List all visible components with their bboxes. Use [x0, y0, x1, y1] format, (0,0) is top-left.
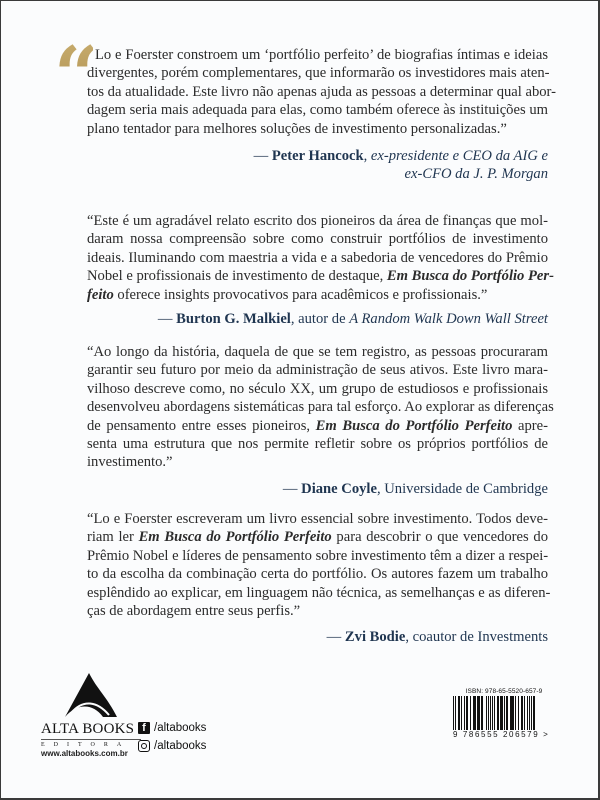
- text-line: ças de abordagem entre seus perfis.”: [87, 603, 301, 620]
- text-line: garantir seu futuro por meio da administração de seus ativos. Este livro mara-: [87, 362, 548, 379]
- testimonial-hancock: [87, 46, 556, 184]
- publisher-name: ALTA BOOKS: [41, 721, 141, 740]
- author-name: Peter Hancock: [271, 148, 364, 165]
- barcode-digits: 9 786555 206579 >: [453, 730, 550, 739]
- text-line: esplêndido ao explicar, em linguagem não técnica, as semelhanças e as diferen-: [87, 584, 551, 601]
- text-line: divergentes, porém complementares, que informarão os investidores mais aten-: [87, 65, 550, 82]
- book-back-cover: [1, 1, 598, 798]
- text-line: Nobel e profissionais de investimento de destaque, Em Busca do Portfólio Per-: [87, 268, 554, 285]
- social-links: [138, 720, 206, 756]
- alta-books-logo-icon: [63, 673, 119, 719]
- testimonial-coyle: [87, 343, 554, 498]
- text-line: dagem seria mais adequada para elas, como também oferece às instituições um: [87, 102, 548, 119]
- book-title: Em Busca do Portfólio Perfeito: [315, 417, 513, 434]
- text-line: senta uma estrutura que nos permite refletir sobre os próprios portfólios de: [87, 436, 548, 453]
- instagram-icon: [138, 740, 150, 752]
- instagram-link[interactable]: [138, 738, 206, 754]
- text-line: feito oferece insights provocativos para acadêmicos e profissionais.”: [87, 286, 488, 303]
- publisher-website[interactable]: www.altabooks.com.br: [41, 749, 128, 758]
- instagram-handle: /altabooks: [154, 740, 207, 752]
- author-name: Zvi Bodie: [344, 629, 406, 646]
- text-line: “Lo e Foerster escreveram um livro essencial sobre investimento. Todos deve-: [87, 511, 548, 527]
- testimonial-text: [87, 510, 551, 620]
- book-title: Em Busca do Portfólio Per-: [386, 268, 554, 285]
- publisher-subtitle: EDITORA: [41, 742, 131, 748]
- author-role: ex-presidente e CEO da AIG e: [370, 148, 548, 165]
- quote-mark-icon: “: [54, 30, 93, 121]
- testimonial-text: [87, 64, 556, 138]
- testimonial-attribution: — Peter Hancock, ex-presidente e CEO da AIG e ex-CFO da J. P. Morgan: [253, 148, 548, 183]
- author-role: ex-CFO da J. P. Morgan: [404, 166, 548, 183]
- testimonial-malkiel: [87, 212, 554, 328]
- text-line: daram nossa compreensão sobre como construir portfólios de investimento: [87, 231, 548, 248]
- text-line: plano tentador para melhores soluções de investimento personalizadas.”: [87, 120, 507, 137]
- publisher-logo: [41, 673, 141, 758]
- text-line: “Este é um agradável relato escrito dos pioneiros da área de finanças que mol-: [87, 213, 548, 229]
- barcode-bars: [453, 696, 555, 730]
- testimonial-attribution: — Burton G. Malkiel, autor de A Random Walk Down Wall Street: [157, 311, 548, 328]
- text-line: desenvolveu abordagens sistemáticas para tal esforço. Ao explorar as diferenças: [87, 399, 554, 416]
- testimonial-bodie: [87, 510, 551, 647]
- testimonial-attribution: — Zvi Bodie, coautor de Investments: [326, 629, 548, 646]
- book-reference: A Random Walk Down Wall Street: [349, 311, 548, 328]
- text-line: vilhoso descreve como, no século XX, um grupo de estudiosos e profissionais: [87, 380, 548, 397]
- facebook-link[interactable]: [138, 720, 206, 736]
- book-title: Em Busca do Portfólio Perfeito: [138, 529, 332, 546]
- text-line: tos da atualidade. Este livro não apenas ajuda as pessoas a determinar qual abor-: [87, 83, 556, 100]
- text-line: to da escolha da combinação certa do portfólio. Os autores fazem um trabalho: [87, 566, 548, 583]
- text-line: riam ler Em Busca do Portfólio Perfeito para descobrir o que vencedores do: [87, 529, 548, 546]
- facebook-icon: f: [138, 722, 150, 734]
- text-line: de pensamento entre esses pioneiros, Em Busca do Portfólio Perfeito apre-: [87, 417, 548, 434]
- dash: —: [253, 148, 272, 165]
- author-name: Burton G. Malkiel: [176, 311, 291, 328]
- testimonial-text: [95, 46, 548, 64]
- author-name: Diane Coyle: [301, 480, 377, 497]
- text-line: “Ao longo da história, daquela de que se tem registro, as pessoas procuraram: [87, 344, 548, 360]
- text-line: ideais. Iluminando com maestria a vida e a sabedoria de vencedores do Prêmio: [87, 249, 548, 266]
- book-title: feito: [87, 286, 114, 303]
- barcode-stripe: [535, 696, 536, 730]
- facebook-handle: /altabooks: [154, 722, 207, 734]
- text-line: Prêmio Nobel e líderes de pensamento sobre investimento têm a dizer a respei-: [87, 547, 549, 564]
- text-line: Lo e Foerster constroem um ‘portfólio perfeito’ de biografias íntimas e ideias: [95, 47, 548, 63]
- testimonial-attribution: — Diane Coyle, Universidade de Cambridge: [282, 480, 548, 497]
- testimonial-text: [87, 212, 554, 304]
- text-line: investimento.”: [87, 454, 173, 471]
- isbn-label: ISBN: 978-65-5520-657-9: [465, 688, 543, 695]
- isbn-barcode: [453, 688, 555, 739]
- testimonial-text: [87, 343, 554, 472]
